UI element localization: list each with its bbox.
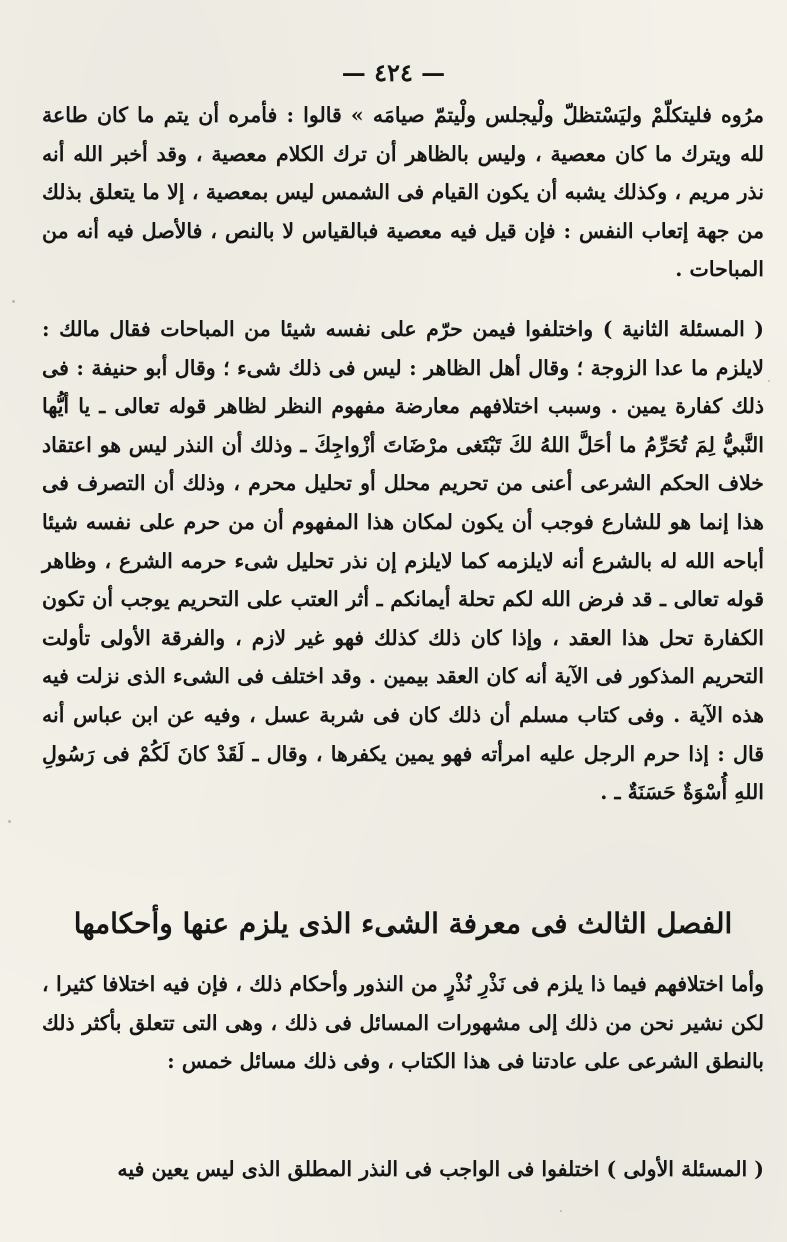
paragraph-section-intro: وأما اختلافهم فيما ذا يلزم فى نَذْرِ نُذْرٍ من النذور وأحكام ذلك ، فإن فيه اختلافا كثيرا ، لكن نشير نحن من ذلك إلى مشهورات المسائل فى ذلك ، وهى التى تتعلق بأكثر ذلك بالنطق الشرعى على عادتنا فى هذا الكتاب ، وفى ذلك مسائل خمس : bbox=[42, 972, 764, 1074]
scan-speck bbox=[560, 1210, 562, 1212]
page-number: — ٤٢٤ — bbox=[341, 58, 446, 87]
scan-speck bbox=[8, 820, 11, 823]
section-heading: الفصل الثالث فى معرفة الشىء الذى يلزم عنها وأحكامها bbox=[73, 907, 733, 940]
paragraph-second-issue: ( المسئلة الثانية ) واختلفوا فيمن حرّم على نفسه شيئا من المباحات فقال مالك : لايلزم ما عدا الزوجة ؛ وقال أهل الظاهر : ليس فى ذلك شىء ؛ وقال أبو حنيفة : فى ذلك كفارة يمين . وسبب اختلافهم معارضة مفهوم النظر لظاهر قوله تعالى ـ يا أيُّها النَّبيُّ لِمَ تُحَرِّمُ ما أحَلَّ اللهُ لكَ تَبْتَغى مرْضَاتَ أزْواجِكَ ـ وذلك أن النذر ليس هو اعتقاد خلاف الحكم الشرعى أعنى من تحريم محلل أو تحليل محرم ، وذلك أن التصرف فى هذا إنما هو للشارع فوجب أن يكون لمكان هذا المفهوم أن من حرم على نفسه شيئا أباحه الله له بالشرع أنه لايلزمه كما لايلزم إن نذر تحليل شىء حرمه الشرع ، وظاهر قوله تعالى ـ قد فرض الله لكم تحلة أيمانكم ـ أثر العتب على التحريم يوجب أن تكون الكفارة تحل هذا العقد ، وإذا كان ذلك كذلك فهو غير لازم ، والفرقة الأولى تأولت التحريم المذكور فى الآية أنه كان العقد بيمين . وقد اختلف فى الشىء الذى نزلت فيه هذه الآية . وفى كتاب مسلم أن ذلك كان فى شربة عسل ، وفيه عن ابن عباس أنه قال : إذا حرم الرجل عليه امرأته فهو يمين يكفرها ، وقال ـ لَقَدْ كانَ لَكُمْ فى رَسُولِ اللهِ أُسْوَةٌ حَسَنَةٌ ـ . bbox=[42, 317, 764, 805]
paragraph-continuation: مرُوه فليتكلّمْ وليَسْتظلّ ولْيجلس ولْيتمّ صيامَه » قالوا : فأمره أن يتم ما كان طاعة لله ويترك ما كان معصية ، وليس بالظاهر أن ترك الكلام معصية ، وقد أخبر الله أنه نذر مريم ، وكذلك يشبه أن يكون القيام فى الشمس ليس بمعصية ، إلا ما يتعلق بذلك من جهة إتعاب النفس : فإن قيل فيه معصية فبالقياس لا بالنص ، فالأصل فيه أنه من المباحات . bbox=[42, 103, 764, 282]
scan-speck bbox=[768, 380, 770, 382]
paragraph-first-issue: ( المسئلة الأولى ) اختلفوا فى الواجب فى النذر المطلق الذى ليس يعين فيه bbox=[117, 1157, 764, 1181]
scan-speck bbox=[12, 300, 15, 303]
